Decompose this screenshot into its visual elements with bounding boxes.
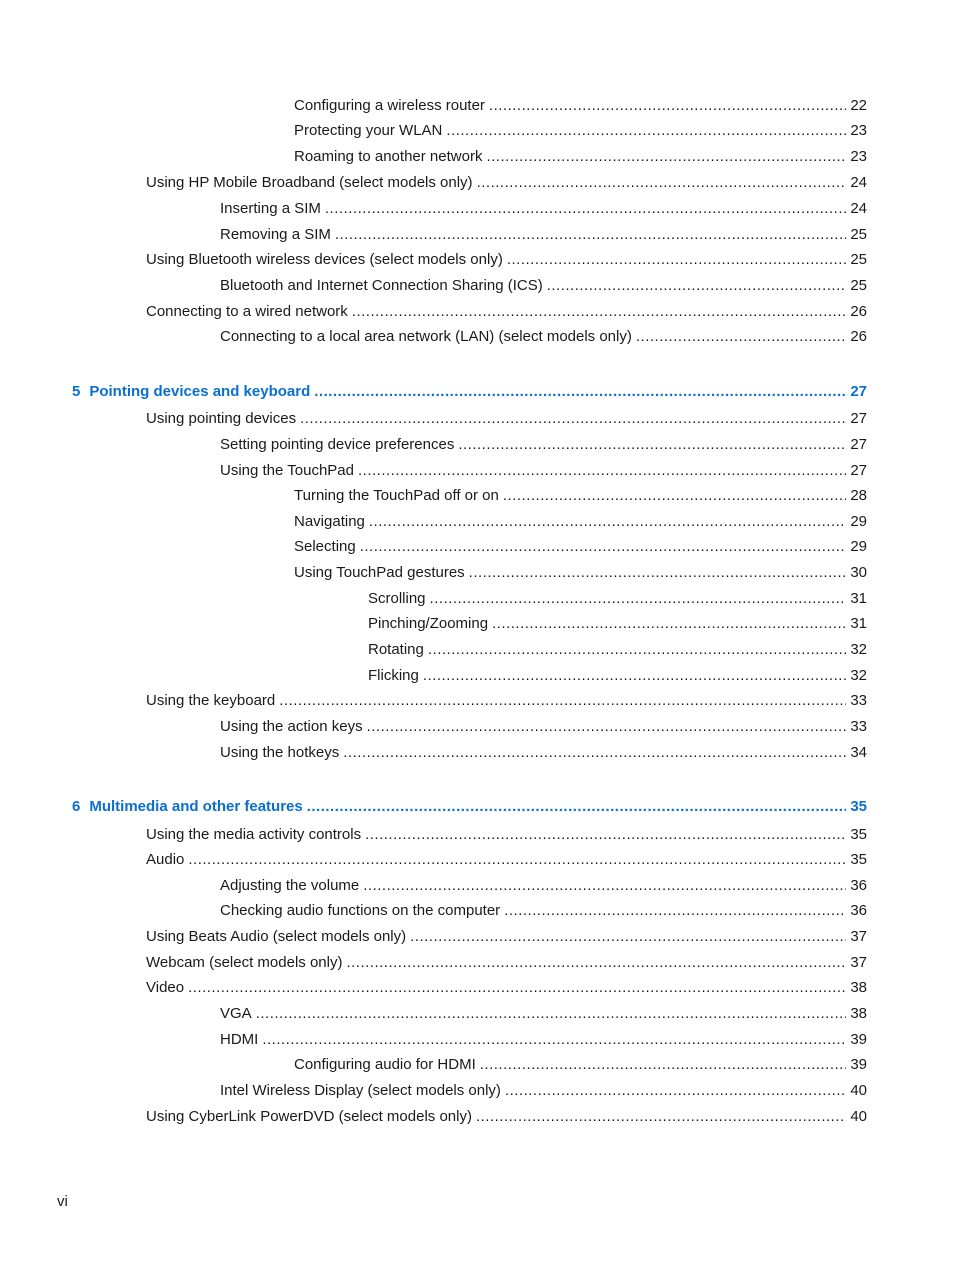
toc-entry[interactable] bbox=[220, 462, 867, 480]
toc-entry[interactable] bbox=[146, 979, 867, 997]
chapter-title: Pointing devices and keyboard bbox=[89, 383, 311, 400]
dot-leader bbox=[365, 826, 846, 844]
toc-page-number: 35 bbox=[850, 826, 867, 843]
dot-leader bbox=[636, 328, 846, 346]
toc-entry-label: Using the action keys bbox=[220, 718, 363, 735]
toc-entry[interactable] bbox=[368, 590, 867, 608]
dot-leader bbox=[428, 641, 846, 659]
toc-entry[interactable] bbox=[146, 928, 867, 946]
toc-page-number: 25 bbox=[850, 226, 867, 243]
toc-entry-label: VGA bbox=[220, 1005, 252, 1022]
dot-leader bbox=[343, 744, 846, 762]
toc-entry[interactable] bbox=[368, 615, 867, 633]
dot-leader bbox=[503, 487, 846, 505]
toc-page-number: 29 bbox=[850, 513, 867, 530]
toc-entry-label: Video bbox=[146, 979, 185, 996]
dot-leader bbox=[346, 954, 846, 972]
toc-entry-label: Setting pointing device preferences bbox=[220, 436, 455, 453]
dot-leader bbox=[504, 902, 846, 920]
dot-leader bbox=[314, 383, 846, 401]
toc-page-number: 26 bbox=[850, 328, 867, 345]
toc-entry-label: Scrolling bbox=[368, 590, 426, 607]
toc-entry[interactable] bbox=[294, 513, 867, 531]
dot-leader bbox=[363, 877, 846, 895]
toc-entry-label: Configuring audio for HDMI bbox=[294, 1056, 476, 1073]
toc-entry-label: Checking audio functions on the computer bbox=[220, 902, 501, 919]
toc-entry[interactable] bbox=[220, 436, 867, 454]
toc-page-number: 36 bbox=[850, 902, 867, 919]
toc-entry-label: Using the keyboard bbox=[146, 692, 276, 709]
toc-page-number: 40 bbox=[850, 1108, 867, 1125]
dot-leader bbox=[358, 462, 846, 480]
toc-page-number: 24 bbox=[850, 200, 867, 217]
toc-entry-label: Adjusting the volume bbox=[220, 877, 360, 894]
toc-chapter-entry[interactable] bbox=[72, 798, 867, 816]
toc-page-number: 38 bbox=[850, 979, 867, 996]
toc-entry-label: HDMI bbox=[220, 1031, 259, 1048]
dot-leader bbox=[188, 979, 846, 997]
toc-entry[interactable] bbox=[220, 718, 867, 736]
toc-entry[interactable] bbox=[294, 97, 867, 115]
toc-entry-label: Configuring a wireless router bbox=[294, 97, 485, 114]
toc-entry[interactable] bbox=[220, 744, 867, 762]
toc-entry-label: Using Beats Audio (select models only) bbox=[146, 928, 407, 945]
toc-page-number: 37 bbox=[850, 954, 867, 971]
dot-leader bbox=[367, 718, 847, 736]
toc-page-number: 37 bbox=[850, 928, 867, 945]
toc-entry[interactable] bbox=[368, 641, 867, 659]
toc-page-number: 24 bbox=[850, 174, 867, 191]
dot-leader bbox=[458, 436, 846, 454]
toc-entry-label: Audio bbox=[146, 851, 185, 868]
toc-entry-label: Using the media activity controls bbox=[146, 826, 362, 843]
toc-entry-label: Flicking bbox=[368, 667, 419, 684]
toc-entry[interactable] bbox=[294, 1056, 867, 1074]
toc-entry[interactable] bbox=[294, 564, 867, 582]
toc-page-number: 36 bbox=[850, 877, 867, 894]
toc-entry[interactable] bbox=[220, 1005, 867, 1023]
dot-leader bbox=[489, 97, 846, 115]
dot-leader bbox=[360, 538, 847, 556]
toc-entry[interactable] bbox=[146, 954, 867, 972]
toc-entry[interactable] bbox=[220, 226, 867, 244]
toc-entry-label: Using the hotkeys bbox=[220, 744, 340, 761]
toc-page-number: 27 bbox=[850, 462, 867, 479]
dot-leader bbox=[476, 1108, 846, 1126]
toc-entry[interactable] bbox=[294, 538, 867, 556]
dot-leader bbox=[547, 277, 847, 295]
toc-chapter-entry[interactable] bbox=[72, 383, 867, 401]
toc-page-number: 31 bbox=[850, 615, 867, 632]
toc-page-number: 33 bbox=[850, 692, 867, 709]
toc-entry[interactable] bbox=[220, 1031, 867, 1049]
toc-entry-label bbox=[72, 798, 307, 816]
toc-page-number: 27 bbox=[850, 383, 867, 400]
dot-leader bbox=[507, 251, 846, 269]
chapter-number: 5 bbox=[72, 383, 81, 400]
toc-entry[interactable] bbox=[146, 303, 867, 321]
toc-entry[interactable] bbox=[220, 877, 867, 895]
dot-leader bbox=[469, 564, 847, 582]
dot-leader bbox=[352, 303, 847, 321]
toc-entry-label: Selecting bbox=[294, 538, 356, 555]
dot-leader bbox=[256, 1005, 847, 1023]
toc-page-number: 34 bbox=[850, 744, 867, 761]
dot-leader bbox=[335, 226, 846, 244]
toc-page-number: 25 bbox=[850, 277, 867, 294]
toc-entry-label: Using CyberLink PowerDVD (select models only) bbox=[146, 1108, 472, 1125]
page-number: vi bbox=[57, 1193, 68, 1210]
toc-entry-label bbox=[72, 383, 314, 401]
toc-page-number: 22 bbox=[850, 97, 867, 114]
dot-leader bbox=[300, 410, 846, 428]
toc-entry[interactable] bbox=[220, 1082, 867, 1100]
toc-entry-label: Removing a SIM bbox=[220, 226, 331, 243]
toc-page-number: 39 bbox=[850, 1056, 867, 1073]
toc-page-number: 28 bbox=[850, 487, 867, 504]
toc-entry-label: Using pointing devices bbox=[146, 410, 297, 427]
dot-leader bbox=[423, 667, 846, 685]
toc-page-number: 31 bbox=[850, 590, 867, 607]
toc-page-number: 32 bbox=[850, 641, 867, 658]
toc-page-number: 35 bbox=[850, 851, 867, 868]
toc-page-number: 26 bbox=[850, 303, 867, 320]
dot-leader bbox=[369, 513, 846, 531]
toc-entry[interactable] bbox=[220, 902, 867, 920]
dot-leader bbox=[477, 174, 847, 192]
toc-entry[interactable] bbox=[294, 122, 867, 140]
toc-entry[interactable] bbox=[146, 251, 867, 269]
toc-page-number: 40 bbox=[850, 1082, 867, 1099]
toc-entry[interactable] bbox=[220, 277, 867, 295]
toc-entry[interactable] bbox=[368, 667, 867, 685]
toc-page-number: 39 bbox=[850, 1031, 867, 1048]
toc-page-number: 23 bbox=[850, 148, 867, 165]
toc-page-number: 27 bbox=[850, 410, 867, 427]
toc-entry-label: Connecting to a wired network bbox=[146, 303, 348, 320]
toc-entry[interactable] bbox=[146, 692, 867, 710]
toc-entry-label: Intel Wireless Display (select models only) bbox=[220, 1082, 501, 1099]
dot-leader bbox=[307, 798, 847, 816]
toc-entry-label: Inserting a SIM bbox=[220, 200, 321, 217]
toc-entry[interactable] bbox=[146, 174, 867, 192]
dot-leader bbox=[262, 1031, 846, 1049]
toc-entry-label: Protecting your WLAN bbox=[294, 122, 443, 139]
toc-entry-label: Rotating bbox=[368, 641, 424, 658]
toc-page-number: 27 bbox=[850, 436, 867, 453]
toc-entry-label: Using TouchPad gestures bbox=[294, 564, 465, 581]
dot-leader bbox=[480, 1056, 847, 1074]
toc-entry-label: Pinching/Zooming bbox=[368, 615, 489, 632]
chapter-number: 6 bbox=[72, 798, 81, 815]
toc-entry[interactable] bbox=[146, 826, 867, 844]
chapter-title: Multimedia and other features bbox=[89, 798, 303, 815]
toc-page-number: 25 bbox=[850, 251, 867, 268]
dot-leader bbox=[410, 928, 846, 946]
toc-entry-label: Turning the TouchPad off or on bbox=[294, 487, 499, 504]
toc-page-number: 33 bbox=[850, 718, 867, 735]
dot-leader bbox=[505, 1082, 846, 1100]
toc-page-number: 35 bbox=[850, 798, 867, 815]
toc-entry[interactable] bbox=[220, 328, 867, 346]
dot-leader bbox=[486, 148, 846, 166]
toc-entry-label: Roaming to another network bbox=[294, 148, 483, 165]
dot-leader bbox=[492, 615, 846, 633]
toc-page-number: 38 bbox=[850, 1005, 867, 1022]
dot-leader bbox=[279, 692, 846, 710]
toc-entry-label: Webcam (select models only) bbox=[146, 954, 343, 971]
dot-leader bbox=[446, 122, 846, 140]
toc-entry[interactable] bbox=[146, 851, 867, 869]
dot-leader bbox=[430, 590, 847, 608]
dot-leader bbox=[325, 200, 846, 218]
toc-entry-label: Bluetooth and Internet Connection Sharing (ICS) bbox=[220, 277, 543, 294]
toc-entry[interactable] bbox=[220, 200, 867, 218]
toc-entry-label: Using the TouchPad bbox=[220, 462, 354, 479]
toc-entry-label: Using Bluetooth wireless devices (select models only) bbox=[146, 251, 503, 268]
toc-entry[interactable] bbox=[146, 410, 867, 428]
toc-page-number: 23 bbox=[850, 122, 867, 139]
toc-entry[interactable] bbox=[294, 148, 867, 166]
toc-entry-label: Connecting to a local area network (LAN) (select models only) bbox=[220, 328, 632, 345]
toc-entry[interactable] bbox=[294, 487, 867, 505]
toc-page-number: 29 bbox=[850, 538, 867, 555]
toc-page-number: 32 bbox=[850, 667, 867, 684]
toc-entry-label: Navigating bbox=[294, 513, 365, 530]
dot-leader bbox=[188, 851, 846, 869]
toc-entry[interactable] bbox=[146, 1108, 867, 1126]
toc-page-number: 30 bbox=[850, 564, 867, 581]
toc-entry-label: Using HP Mobile Broadband (select models only) bbox=[146, 174, 473, 191]
